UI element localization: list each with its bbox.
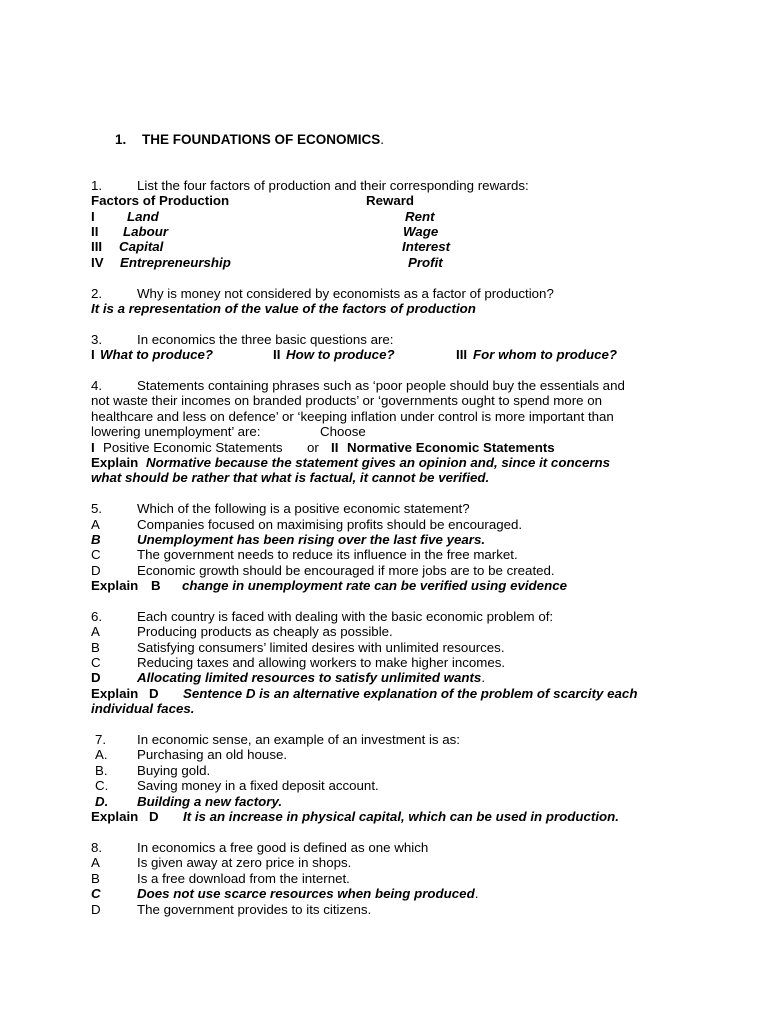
option-letter: A [91, 855, 100, 870]
q1-row-roman: III [91, 239, 103, 254]
option-text: Companies focused on maximising profits should be encouraged. [137, 517, 523, 532]
option-text: Is a free download from the internet. [137, 871, 350, 886]
q6-question: Each country is faced with dealing with the basic economic problem of: [137, 609, 554, 624]
option-letter: B [91, 871, 100, 886]
q7-explain-text: It is an increase in physical capital, which can be used in production. [183, 809, 619, 824]
q1-row-reward: Interest [402, 239, 451, 254]
title-suffix: . [380, 132, 385, 147]
q1-number: 1. [91, 178, 103, 193]
option-text: Purchasing an old house. [137, 747, 288, 762]
q8-question: In economics a free good is defined as one which [137, 840, 429, 855]
explain-label: Explain [91, 686, 139, 701]
explain-letter: B [151, 578, 161, 593]
option-text: Saving money in a fixed deposit account. [137, 778, 379, 793]
q4-number: 4. [91, 378, 103, 393]
q4-option-positive: Positive Economic Statements [103, 440, 283, 455]
option-text: Economic growth should be encouraged if more jobs are to be created. [137, 563, 555, 578]
explain-letter: D [149, 686, 159, 701]
option-letter: D [91, 902, 101, 917]
option-text: Satisfying consumers’ limited desires with unlimited resources. [137, 640, 505, 655]
q4-option-roman: II [331, 440, 339, 455]
q6-explain-text: Sentence D is an alternative explanation of the problem of scarcity each [183, 686, 638, 701]
option-letter: D. [95, 794, 109, 809]
option-text: Unemployment has been rising over the last five years. [137, 532, 486, 547]
option-suffix: . [474, 886, 479, 901]
q1-row-reward: Wage [403, 224, 439, 239]
q4-text: lowering unemployment’ are: [91, 424, 261, 439]
option-letter: A [91, 517, 100, 532]
q4-option-normative: Normative Economic Statements [347, 440, 555, 455]
q1-row-reward: Rent [405, 209, 435, 224]
option-letter: A. [95, 747, 108, 762]
option-suffix: . [481, 670, 486, 685]
q3-item-roman: I [91, 347, 95, 362]
option-letter: A [91, 624, 100, 639]
option-letter: B [91, 532, 101, 547]
option-letter: C [91, 655, 101, 670]
q4-explain-text: Normative because the statement gives an opinion and, since it concerns [146, 455, 611, 470]
q3-item-roman: II [273, 347, 281, 362]
option-text: The government needs to reduce its influence in the free market. [137, 547, 518, 562]
explain-label: Explain [91, 809, 139, 824]
option-text: Allocating limited resources to satisfy unlimited wants [137, 670, 482, 685]
option-text: Is given away at zero price in shops. [137, 855, 352, 870]
option-text: Reducing taxes and allowing workers to make higher incomes. [137, 655, 506, 670]
q6-number: 6. [91, 609, 103, 624]
q1-header-reward: Reward [366, 193, 415, 208]
q2-question: Why is money not considered by economists as a factor of production? [137, 286, 554, 301]
option-letter: C [91, 547, 101, 562]
q6-explain-text: individual faces. [91, 701, 195, 716]
q3-item-roman: III [456, 347, 468, 362]
q5-number: 5. [91, 501, 103, 516]
q1-row-factor: Land [127, 209, 159, 224]
q1-row-factor: Entrepreneurship [120, 255, 231, 270]
explain-label: Explain [91, 578, 139, 593]
option-text: The government provides to its citizens. [137, 902, 372, 917]
title-text: THE FOUNDATIONS OF ECONOMICS [142, 132, 381, 147]
q3-number: 3. [91, 332, 103, 347]
q1-row-reward: Profit [408, 255, 443, 270]
q1-question: List the four factors of production and their corresponding rewards: [137, 178, 529, 193]
q1-row-roman: I [91, 209, 95, 224]
q3-item-text: How to produce? [286, 347, 395, 362]
q4-or: or [307, 440, 319, 455]
q3-question: In economics the three basic questions are: [137, 332, 394, 347]
explain-letter: D [149, 809, 159, 824]
option-text: Does not use scarce resources when being produced [137, 886, 475, 901]
q4-text: not waste their incomes on branded products’ or ‘governments ought to spend more on [91, 393, 602, 408]
option-text: Producing products as cheaply as possible. [137, 624, 393, 639]
q4-choose: Choose [320, 424, 366, 439]
q4-option-roman: I [91, 440, 95, 455]
option-letter: D [91, 670, 101, 685]
option-letter: D [91, 563, 101, 578]
option-letter: B. [95, 763, 108, 778]
q7-number: 7. [95, 732, 107, 747]
q4-text: healthcare and less on defence’ or ‘keeping inflation under control is more important than [91, 409, 614, 424]
q5-question: Which of the following is a positive economic statement? [137, 501, 470, 516]
q5-explain-text: change in unemployment rate can be verified using evidence [182, 578, 567, 593]
option-text: Buying gold. [137, 763, 211, 778]
q8-number: 8. [91, 840, 103, 855]
page-title [115, 132, 384, 147]
q1-row-factor: Labour [123, 224, 169, 239]
q1-row-roman: IV [91, 255, 104, 270]
title-number: 1. [115, 132, 127, 147]
option-text: Building a new factory. [137, 794, 283, 809]
q4-text: Statements containing phrases such as ‘poor people should buy the essentials and [137, 378, 625, 393]
option-letter: C [91, 886, 101, 901]
q3-item-text: What to produce? [100, 347, 214, 362]
q2-number: 2. [91, 286, 103, 301]
q1-header-factor: Factors of Production [91, 193, 230, 208]
option-letter: B [91, 640, 100, 655]
q7-question: In economic sense, an example of an investment is as: [137, 732, 460, 747]
q2-answer: It is a representation of the value of the factors of production [91, 301, 476, 316]
q1-row-factor: Capital [119, 239, 164, 254]
option-letter: C. [95, 778, 109, 793]
explain-label: Explain [91, 455, 139, 470]
q4-explain-text: what should be rather that what is factual, it cannot be verified. [91, 470, 490, 485]
q3-item-text: For whom to produce? [473, 347, 618, 362]
q1-row-roman: II [91, 224, 99, 239]
